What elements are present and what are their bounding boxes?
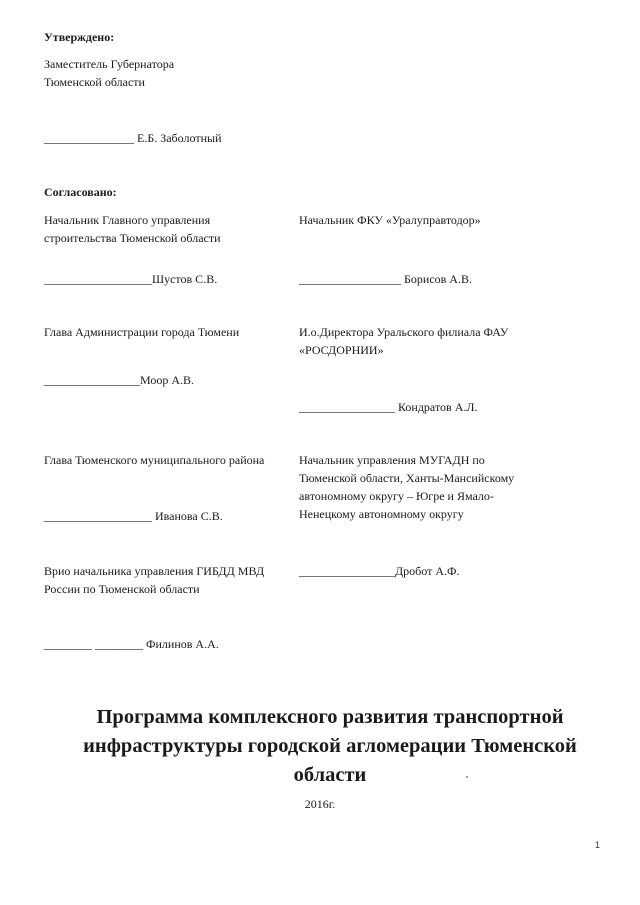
page-number: 1 — [595, 840, 601, 850]
approved-heading: Утверждено: — [44, 30, 115, 44]
left-3-signature: __________________ Иванова С.В. — [44, 509, 223, 523]
right-3-line2: Тюменской области, Ханты-Мансийскому — [299, 471, 515, 485]
left-1-line1: Начальник Главного управления — [44, 213, 211, 227]
left-2-line1: Глава Администрации города Тюмени — [44, 325, 240, 339]
left-1-signature: __________________Шустов С.В. — [44, 272, 218, 286]
right-3-line3: автономному округу – Югре и Ямало- — [299, 489, 494, 503]
title-line3: области — [293, 764, 367, 786]
left-2-signature: ________________Моор А.В. — [44, 373, 195, 387]
right-2-line2: «РОСДОРНИИ» — [299, 343, 384, 357]
right-1-line1: Начальник ФКУ «Уралуправтодор» — [299, 213, 481, 227]
document-year: 2016г. — [304, 797, 336, 811]
title-line2: инфраструктуры городской агломерации Тюменской — [83, 735, 577, 757]
right-3-line1: Начальник управления МУГАДН по — [299, 453, 485, 467]
scan-speck — [466, 776, 468, 778]
approved-position-line1: Заместитель Губернатора — [44, 57, 175, 71]
left-4-line2: России по Тюменской области — [44, 582, 200, 596]
left-4-signature: ________ ________ Филинов А.А. — [44, 637, 219, 651]
approved-position-line2: Тюменской области — [44, 75, 145, 89]
right-1-signature: _________________ Борисов А.В. — [299, 272, 472, 286]
left-4-line1: Врио начальника управления ГИБДД МВД — [44, 564, 265, 578]
left-3-line1: Глава Тюменского муниципального района — [44, 453, 265, 467]
title-line1: Программа комплексного развития транспортной — [96, 706, 564, 728]
right-3-line4: Ненецкому автономному округу — [299, 507, 464, 521]
right-2-signature: ________________ Кондратов А.Л. — [299, 400, 478, 414]
document-title — [40, 703, 620, 790]
left-1-line2: строительства Тюменской области — [44, 231, 221, 245]
approved-signature: _______________ Е.Б. Заболотный — [44, 131, 222, 145]
right-2-line1: И.о.Директора Уральского филиала ФАУ — [299, 325, 509, 339]
agreed-heading: Согласовано: — [44, 185, 117, 199]
right-3-signature: ________________Дробот А.Ф. — [299, 564, 460, 578]
